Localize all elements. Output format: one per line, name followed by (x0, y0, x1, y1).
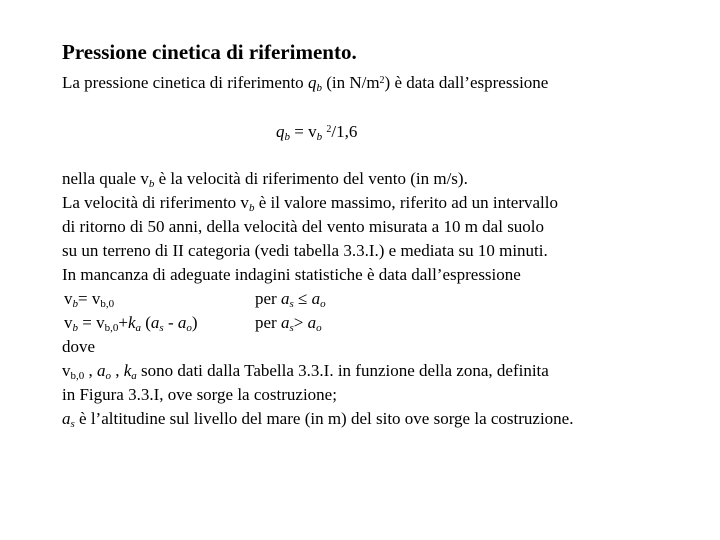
text-segment: v (64, 313, 73, 332)
text-segment: = v (290, 122, 317, 141)
text-segment: La velocità di riferimento v (62, 193, 249, 212)
text-segment: a (280, 313, 290, 332)
subscript: b (316, 131, 323, 143)
text-segment: , (84, 361, 97, 380)
text-segment: /1,6 (331, 122, 358, 141)
text-line (62, 73, 548, 93)
text-line (62, 385, 337, 405)
subscript: b (72, 322, 78, 334)
subscript: o (186, 322, 192, 334)
text-segment: ≤ (293, 289, 312, 308)
text-line (62, 409, 573, 429)
text-segment: è l’altitudine sul livello del mare (in m) del sito ove sorge la costruzione. (74, 409, 574, 428)
text-segment: per (255, 289, 281, 308)
text-segment: per (255, 313, 281, 332)
text-segment: v (62, 361, 71, 380)
text-segment: In mancanza di adeguate indagini statistiche è data dall’espressione (62, 265, 521, 284)
subscript: a (131, 370, 137, 382)
text-segment: ) (191, 313, 198, 332)
text-segment: dove (62, 337, 96, 356)
text-segment: di ritorno di 50 anni, della velocità del vento misurata a 10 m dal suolo (62, 217, 545, 236)
subscript: s (159, 322, 164, 334)
text-line (62, 169, 468, 189)
subscript: b (72, 298, 78, 310)
text-segment: sono dati dalla Tabella 3.3.I. in funzione della zona, definita (136, 361, 549, 380)
text-segment: - (163, 313, 178, 332)
text-segment: k (127, 313, 136, 332)
text-segment: è il valore massimo, riferito ad un intervallo (254, 193, 558, 212)
subscript: b,0 (70, 370, 85, 382)
text-segment: a (62, 409, 71, 428)
text-line (62, 337, 95, 357)
text-segment: k (123, 361, 132, 380)
subscript: s (289, 322, 294, 334)
text-line (64, 289, 114, 309)
text-segment: q (276, 122, 285, 141)
superscript: 2 (326, 124, 332, 135)
text-segment: = v (78, 289, 101, 308)
subscript: a (135, 322, 141, 334)
text-segment: nella quale v (62, 169, 149, 188)
text-segment: in Figura 3.3.I, ove sorge la costruzione; (62, 385, 337, 404)
text-segment: = v (78, 313, 105, 332)
text-segment: a (150, 313, 160, 332)
subscript: o (316, 322, 322, 334)
text-segment: a (177, 313, 187, 332)
text-segment: ( (140, 313, 151, 332)
text-segment: su un terreno di II categoria (vedi tabella 3.3.I.) e mediata su 10 minuti. (62, 241, 548, 260)
text-line (62, 241, 548, 261)
slide-title: Pressione cinetica di riferimento. (62, 40, 357, 64)
text-segment: , (111, 361, 124, 380)
subscript: o (320, 298, 326, 310)
subscript: b,0 (104, 322, 119, 334)
text-line (255, 313, 322, 333)
subscript: o (105, 370, 111, 382)
text-segment: + (118, 313, 128, 332)
subscript: b (248, 202, 255, 214)
subscript: b (148, 178, 155, 190)
text-segment: La pressione cinetica di riferimento (62, 73, 308, 92)
text-segment: a (97, 361, 106, 380)
text-line (62, 361, 549, 381)
text-line (62, 217, 544, 237)
text-line (255, 289, 326, 309)
text-segment: a (311, 289, 321, 308)
subscript: s (289, 298, 294, 310)
text-line (276, 122, 357, 142)
text-segment: v (64, 289, 73, 308)
subscript: b,0 (100, 298, 115, 310)
text-segment: a (280, 289, 290, 308)
text-line (62, 265, 521, 285)
text-segment: > (293, 313, 308, 332)
subscript: b (316, 82, 322, 94)
text-segment: è la velocità di riferimento del vento (in m/s). (154, 169, 468, 188)
text-segment: a (307, 313, 317, 332)
text-line (62, 193, 558, 213)
text-segment: (in N/m (321, 73, 380, 92)
text-segment: ) è data dall’espressione (384, 73, 549, 92)
subscript: s (70, 418, 75, 430)
subscript: b (284, 131, 290, 143)
text-line (64, 313, 198, 333)
superscript: 2 (379, 75, 385, 86)
text-segment: q (307, 73, 317, 92)
